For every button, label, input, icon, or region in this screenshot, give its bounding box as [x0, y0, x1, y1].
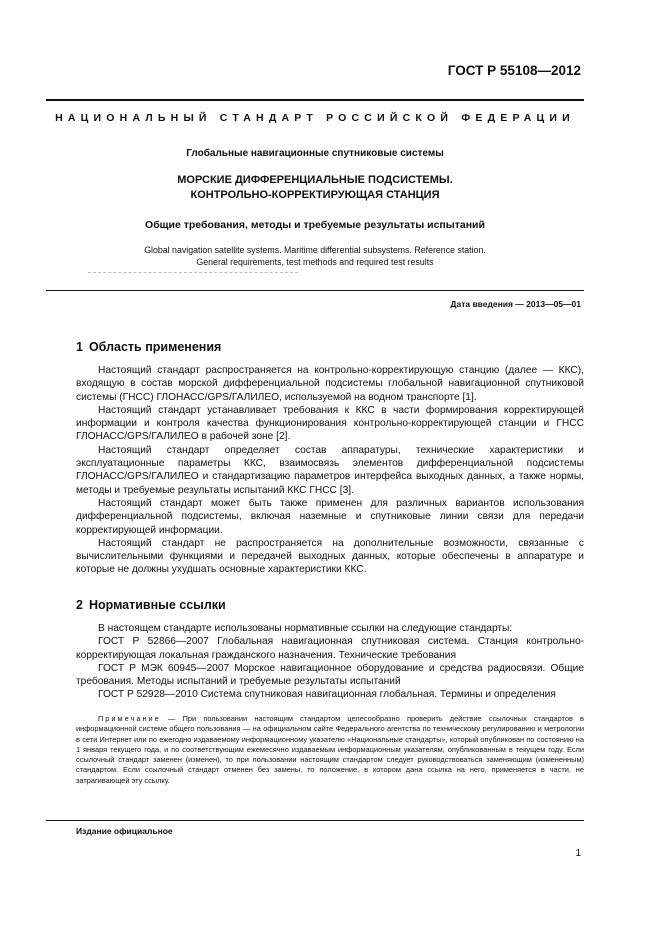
normative-reference: ГОСТ Р 52928—2010 Система спутниковая навигационная глобальная. Термины и определения [98, 689, 556, 701]
section-1-paragraph: Настоящий стандарт распространяется на контрольно-корректирующую станцию (далее — ККС), входящую в состав морской дифференциальной подсистемы глобальной навигационной спутниковой системы (ГНСС) ГЛОНАСС/GPS/ГАЛИЛЕО, используемой на водном транспорте [1]. [76, 365, 584, 403]
english-title-line-1: Global navigation satellite systems. Maritime differential subsystems. Reference station. [144, 245, 486, 255]
national-standard-banner: НАЦИОНАЛЬНЫЙ СТАНДАРТ РОССИЙСКОЙ ФЕДЕРАЦИИ [55, 112, 575, 124]
section-1-paragraph: Настоящий стандарт определяет состав аппаратуры, технические характеристики и эксплуатационные параметры ККС, взаимосвязь элементов дифференциальной подсистемы ГЛОНАСС/GPS/ГАЛИЛЕО и стандартизацию параметров интерфейса выходных данных, а также нормы, методы и требуемые результаты испытаний ККС ГНСС [3]. [76, 444, 584, 496]
introduction-date: Дата введения — 2013—05—01 [450, 299, 581, 309]
note-text: — При пользовании настоящим стандартом целесообразно проверить действие ссылочных стандартов в информационной системе общего пользования — на официальном сайте Федерального агентства по техническому регулированию и метрологии в сети Интернет или по ежегодно издаваемому информационному указателю «Национальные стандарты», который опубликован по состоянию на 1 января текущего года, и по соответствующим ежемесячно издаваемым информационным указателям, опубликованным в текущем году. Если ссылочный стандарт заменен (изменен), то при пользовании настоящим стандартом следует руководствоваться заменяющим (измененным) стандартом. Если ссылочный стандарт отменен без замены, то положение, в котором дана ссылка на него, применяется в части, не затрагивающей эту ссылку. [76, 714, 584, 785]
english-title-line-2: General requirements, test methods and required test results [196, 256, 434, 267]
header-rule [46, 99, 584, 101]
document-subtitle-2: Общие требования, методы и требуемые результаты испытаний [145, 219, 485, 231]
official-edition-label: Издание официальное [76, 826, 173, 836]
section-1-body [76, 364, 584, 577]
section-2-paragraph: В настоящем стандарте использованы нормативные ссылки на следующие стандарты: [98, 623, 513, 634]
document-title [46, 173, 584, 203]
page-number: 1 [575, 848, 581, 859]
note-label: Примечание [98, 714, 161, 723]
footer-rule [46, 820, 584, 821]
normative-reference: ГОСТ Р 52866—2007 Глобальная навигационная спутниковая система. Станция контрольно-корректирующая локальная гражданского назначения. Технические требования [76, 636, 584, 661]
english-title [46, 245, 584, 268]
section-1-title: Область применения [88, 340, 222, 354]
section-1-heading [76, 340, 221, 354]
document-code: ГОСТ Р 55108—2012 [447, 63, 581, 78]
intro-rule [46, 290, 584, 291]
section-1-paragraph: Настоящий стандарт может быть также применен для различных вариантов использования дифференциальной подсистемы, включая наземные и спутниковые линии связи для передачи корректирующей информации. [76, 497, 584, 536]
section-1-paragraph: Настоящий стандарт устанавливает требования к ККС в части формирования корректирующей информации и контроля качества функционирования контрольно-корректирующей станции и ГНСС ГЛОНАСС/GPS/ГАЛИЛЕО в рабочей зоне [2]. [76, 404, 584, 443]
section-1-number: 1 [76, 340, 83, 354]
section-2-note [76, 714, 584, 786]
document-subtitle: Глобальные навигационные спутниковые системы [186, 148, 444, 159]
title-line-2: КОНТРОЛЬНО-КОРРЕКТИРУЮЩАЯ СТАНЦИЯ [190, 189, 440, 201]
title-line-1: МОРСКИЕ ДИФФЕРЕНЦИАЛЬНЫЕ ПОДСИСТЕМЫ. [177, 174, 453, 186]
section-2-number: 2 [76, 598, 83, 612]
section-2-title: Нормативные ссылки [88, 598, 226, 612]
section-2-body [76, 622, 584, 702]
section-1-paragraph: Настоящий стандарт не распространяется на дополнительные возможности, связанные с вычислительными функциями и передачей выходных данных, которые обеспечены в аппаратуре и которые не должны ухудшать основные характеристики ККС. [76, 537, 584, 576]
section-2-heading [76, 598, 226, 612]
normative-reference: ГОСТ Р МЭК 60945—2007 Морское навигационное оборудование и средства радиосвязи. Общие требования. Методы испытаний и требуемые результаты испытаний [76, 662, 584, 688]
faint-dashed-line [88, 272, 298, 273]
